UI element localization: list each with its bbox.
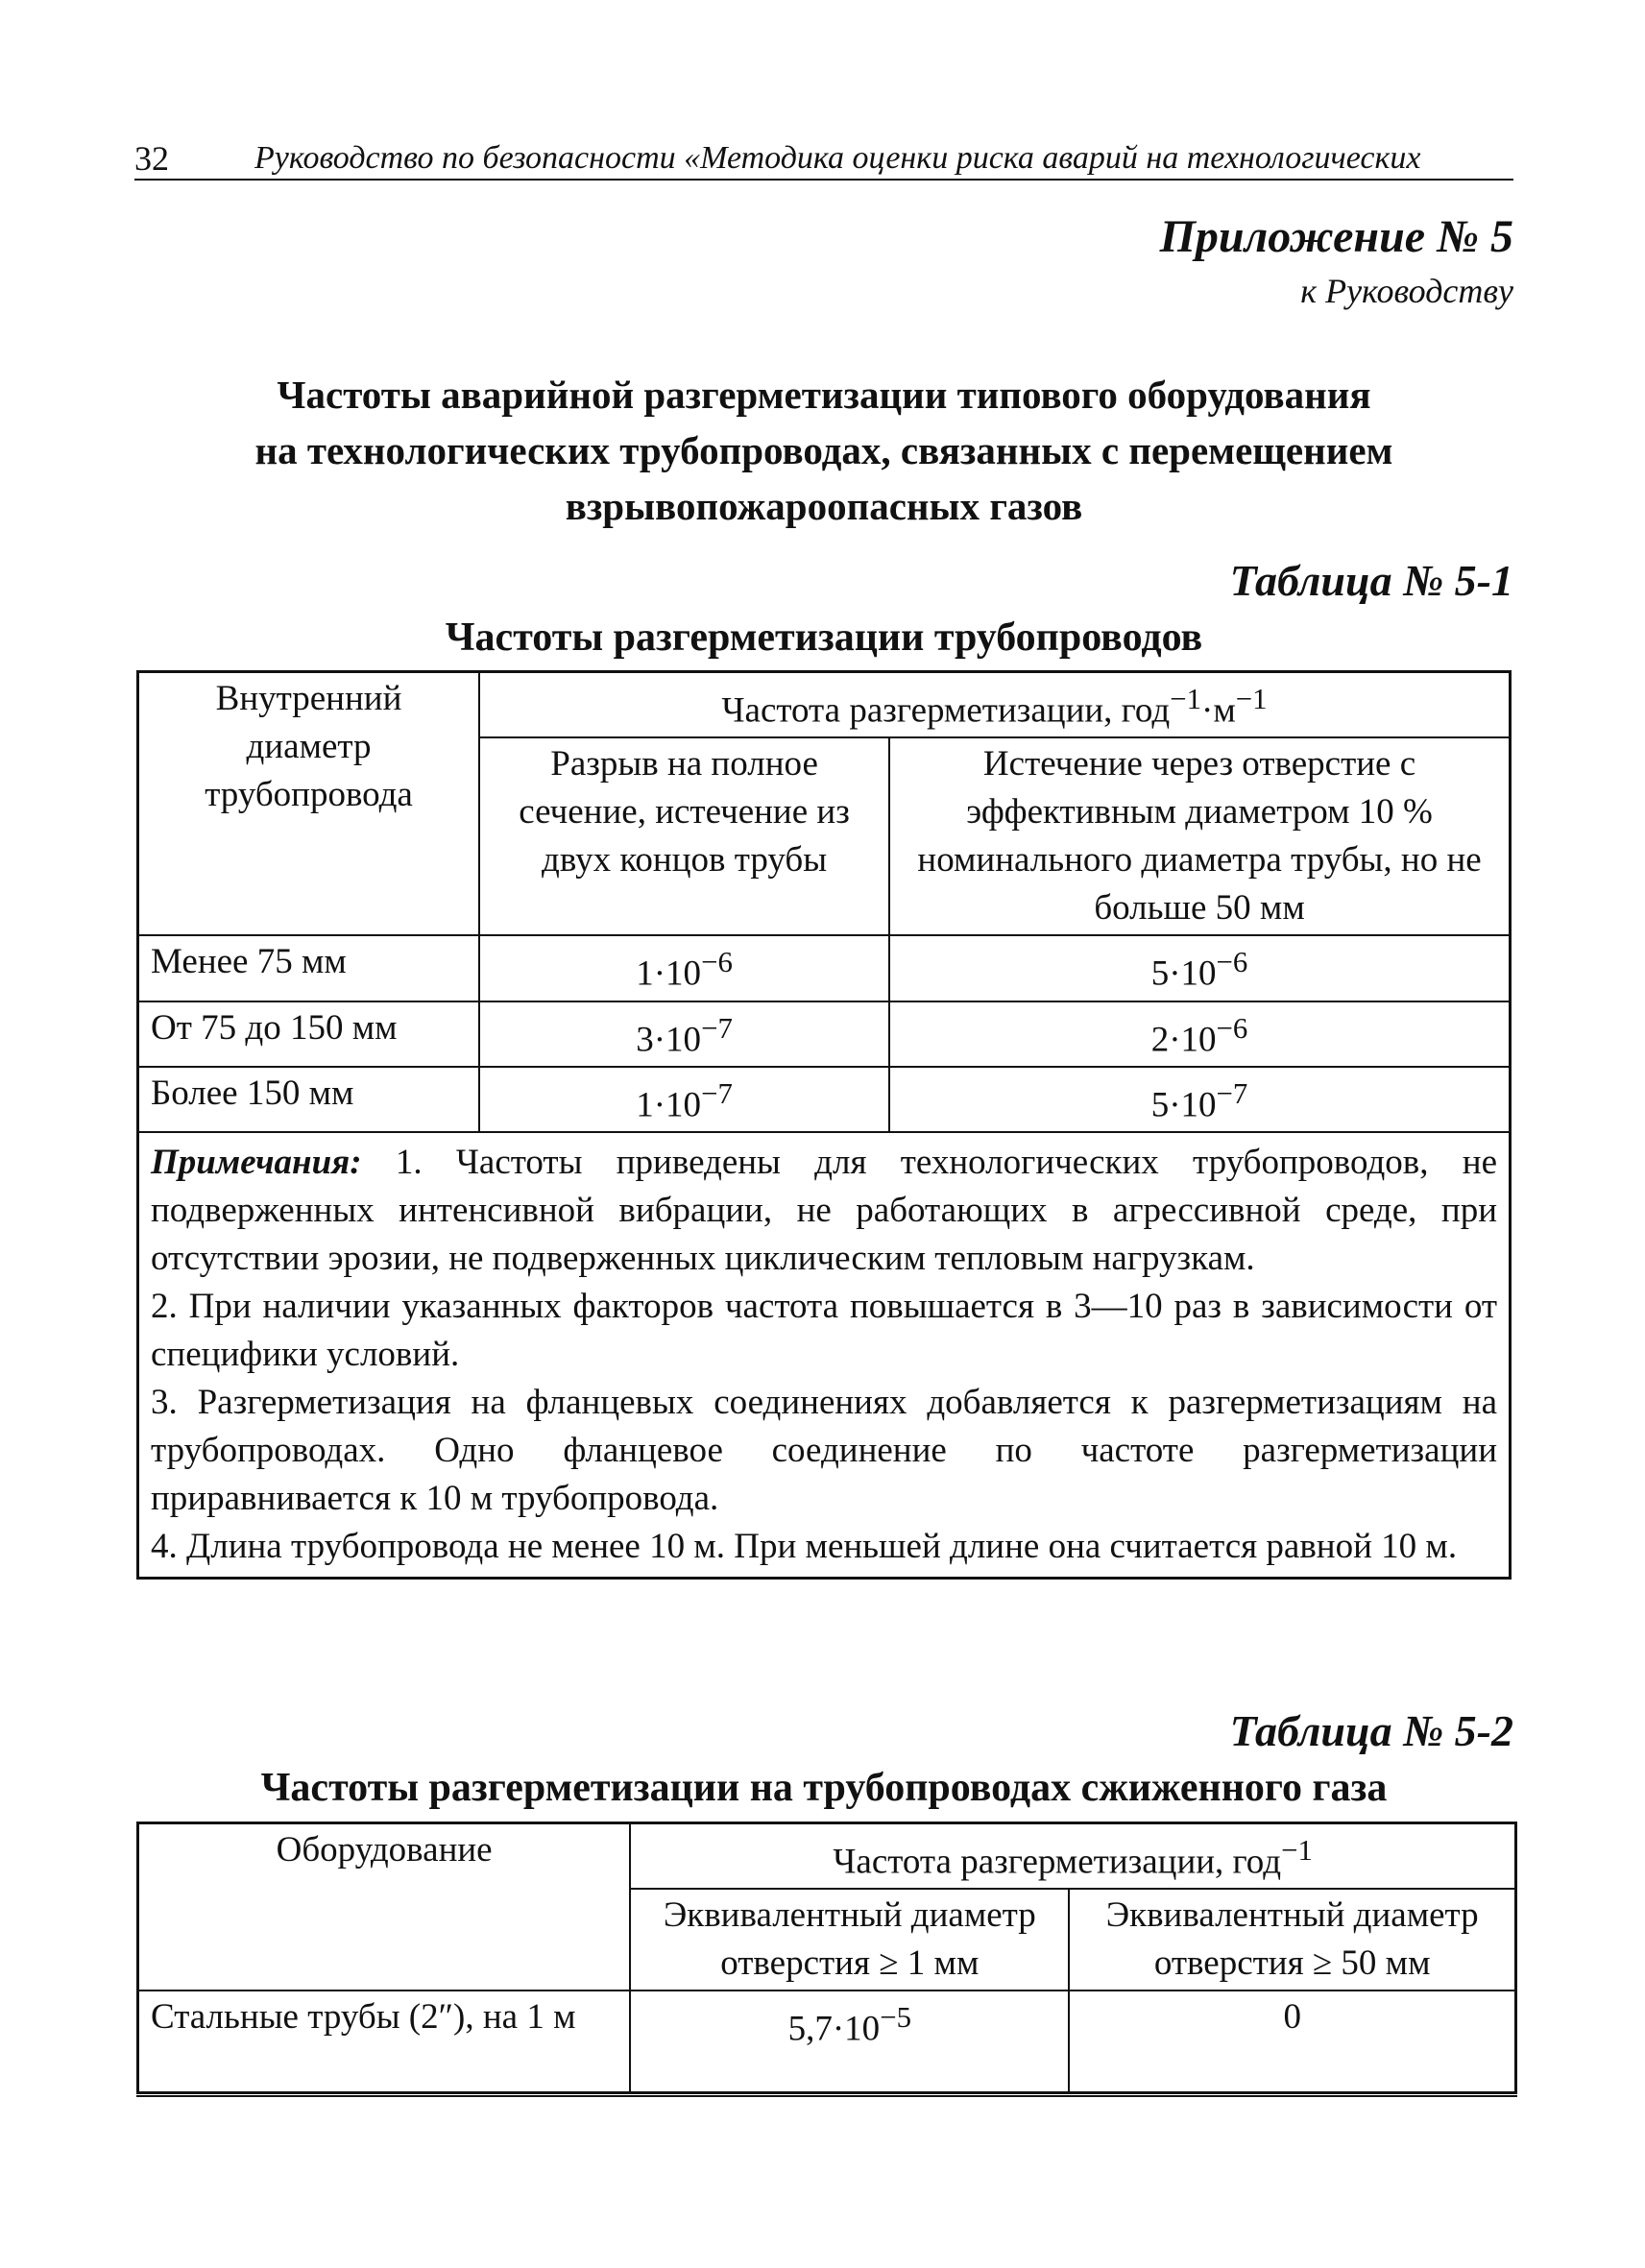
header-frequency-mid: ·м xyxy=(1201,690,1236,731)
header-diameter: Внутренний диаметр трубопровода xyxy=(138,672,480,936)
header-eq-50mm: Эквивалентный диаметр отверстия ≥ 50 мм xyxy=(1069,1889,1515,1991)
pipeline-frequency-table xyxy=(136,670,1512,1580)
row-diameter: Менее 75 мм xyxy=(138,935,480,1001)
row-rupture xyxy=(479,1001,889,1067)
rupture-exp: −6 xyxy=(701,946,733,979)
title-line-2: на технологических трубопроводах, связанных с перемещением xyxy=(254,428,1393,472)
title-line-1: Частоты аварийной разгерметизации типового оборудования xyxy=(277,373,1371,417)
rupture-exp: −7 xyxy=(701,1011,733,1045)
lpg-pipeline-table xyxy=(136,1822,1517,2094)
leak-base: 5·10 xyxy=(1150,1085,1217,1125)
header-frequency xyxy=(479,672,1510,738)
table-row xyxy=(138,1067,1511,1132)
row-rupture xyxy=(479,935,889,1001)
appendix-heading xyxy=(1160,209,1513,313)
leak-exp: −6 xyxy=(1216,946,1248,979)
bottom-rule xyxy=(136,2095,1517,2097)
rupture-base: 3·10 xyxy=(636,1019,702,1059)
page-number: 32 xyxy=(134,139,169,178)
table-row xyxy=(138,1991,1516,2093)
row-rupture xyxy=(479,1067,889,1132)
row-leak xyxy=(889,1067,1510,1132)
note-3: 3. Разгерметизация на фланцевых соединениях добавляется к разгерметизациям на трубопроводах. Одно фланцевое соединение по частоте разгерметизации приравнивается к 10 м трубопровода. xyxy=(151,1383,1497,1519)
row-leak xyxy=(889,935,1510,1001)
rupture-base: 1·10 xyxy=(636,1085,702,1125)
note-4: 4. Длина трубопровода не менее 10 м. При меньшей длине она считается равной 10 м. xyxy=(151,1527,1458,1567)
row-diameter: От 75 до 150 мм xyxy=(138,1001,480,1067)
row-equipment: Стальные трубы (2″), на 1 м xyxy=(138,1991,631,2093)
header-frequency-text: Частота разгерметизации, год xyxy=(721,690,1171,731)
row-eq-1mm xyxy=(630,1991,1069,2093)
row-diameter: Более 150 мм xyxy=(138,1067,480,1132)
leak-base: 2·10 xyxy=(1150,1019,1217,1059)
table-1-caption: Частоты разгерметизации трубопроводов xyxy=(445,615,1203,660)
running-header xyxy=(134,134,1513,181)
note-2: 2. При наличии указанных факторов частота повышается в 3—10 раз в зависимости от специфики условий. xyxy=(151,1287,1497,1375)
header-frequency-exp2: −1 xyxy=(1235,683,1268,715)
header-frequency-exp1: −1 xyxy=(1170,683,1202,715)
notes-label: Примечания: xyxy=(151,1143,362,1183)
appendix-subtitle: к Руководству xyxy=(1300,272,1513,310)
leak-base: 5·10 xyxy=(1150,953,1217,994)
note-1 xyxy=(151,1139,1497,1283)
header-frequency-exp: −1 xyxy=(1281,1834,1313,1867)
row-eq-50mm: 0 xyxy=(1069,1991,1515,2093)
eq1-exp: −5 xyxy=(880,2001,911,2035)
table-1-label: Таблица № 5-1 xyxy=(1229,556,1513,605)
table-2-caption: Частоты разгерметизации на трубопроводах сжиженного газа xyxy=(260,1766,1388,1810)
leak-exp: −6 xyxy=(1216,1011,1248,1045)
table-row xyxy=(138,1001,1511,1067)
eq1-base: 5,7·10 xyxy=(787,2009,881,2049)
rupture-base: 1·10 xyxy=(636,953,702,994)
rupture-exp: −7 xyxy=(701,1076,733,1110)
header-frequency xyxy=(630,1823,1515,1890)
document-title xyxy=(134,367,1513,534)
table-notes xyxy=(138,1132,1511,1579)
leak-exp: −7 xyxy=(1216,1076,1248,1110)
title-line-3: взрывопожароопасных газов xyxy=(565,484,1083,528)
running-title: Руководство по безопасности «Методика оценки риска аварий на технологических xyxy=(254,140,1421,176)
header-rupture: Разрыв на полное сечение, истечение из двух концов трубы xyxy=(479,737,889,935)
table-row xyxy=(138,935,1511,1001)
header-eq-1mm: Эквивалентный диаметр отверстия ≥ 1 мм xyxy=(630,1889,1069,1991)
appendix-title: Приложение № 5 xyxy=(1159,211,1513,262)
row-leak xyxy=(889,1001,1510,1067)
header-leak: Истечение через отверстие с эффективным диаметром 10 % номинального диаметра трубы, но не больше 50 мм xyxy=(889,737,1510,935)
header-frequency-text: Частота разгерметизации, год xyxy=(833,1842,1282,1882)
table-2-label: Таблица № 5-2 xyxy=(1229,1706,1513,1755)
header-equipment: Оборудование xyxy=(138,1823,631,1991)
note-1-text: 1. Частоты приведены для технологических трубопроводов, не подверженных интенсивной вибрации, не работающих в агрессивной среде, при отсутствии эрозии, не подверженных циклическим тепловым нагрузкам. xyxy=(151,1143,1497,1279)
